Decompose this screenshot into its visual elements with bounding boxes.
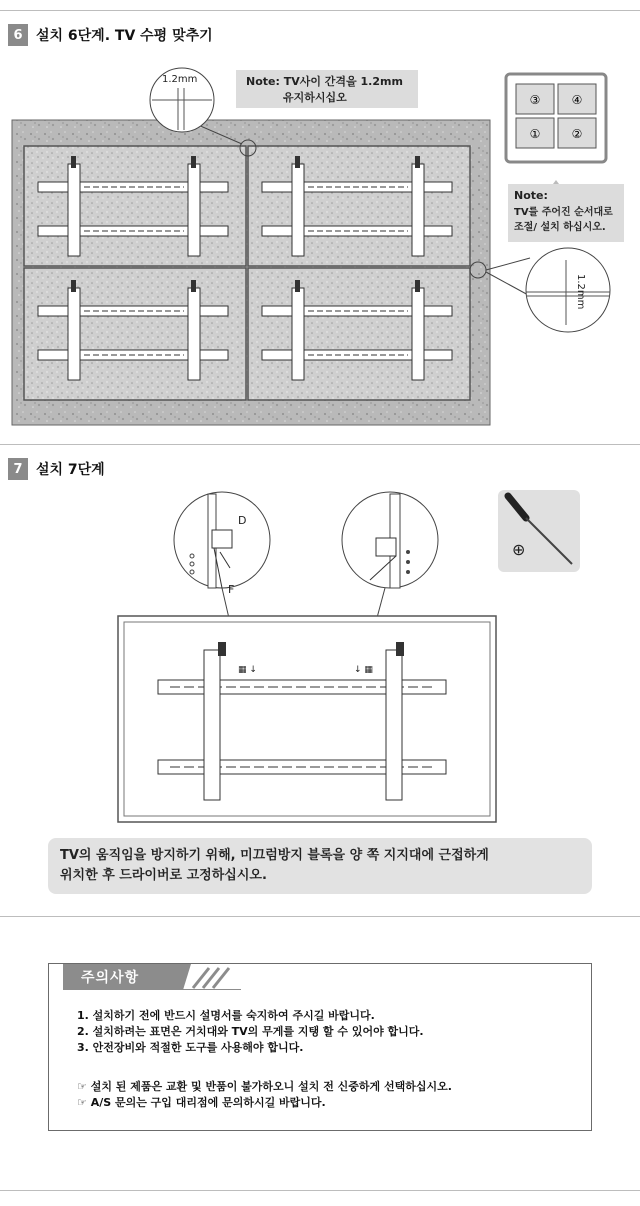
label-f: F <box>228 583 235 596</box>
section-divider-1 <box>0 444 640 445</box>
svg-text:▦ ↓: ▦ ↓ <box>238 665 257 675</box>
phillips-symbol: ⊕ <box>512 540 526 559</box>
caution-item-1: 1. 설치하기 전에 반드시 설명서를 숙지하여 주시길 바랍니다. <box>77 1009 375 1022</box>
note-gap-line1: Note: TV사이 간격을 1.2mm <box>246 75 403 88</box>
step7-badge: 7 <box>8 458 28 480</box>
step7-header <box>8 458 105 480</box>
note-gap-line2: 유지하시십오 <box>283 91 347 104</box>
step6-illustration <box>0 60 640 440</box>
step6-title: 설치 6단계. TV 수평 맞추기 <box>36 28 213 44</box>
order-label-1: ① <box>529 127 541 141</box>
section-divider-2 <box>0 916 640 917</box>
order-label-3: ③ <box>529 93 541 107</box>
caution-item-2: 2. 설치하려는 표면은 거치대와 TV의 무게를 지탱 할 수 있어야 합니다. <box>77 1025 424 1038</box>
label-d: D <box>238 514 247 527</box>
instruction-line1: TV의 움직임을 방지하기 위해, 미끄럼방지 블록을 양 쪽 지지대에 근접하게 <box>60 848 489 863</box>
step7-illustration <box>0 480 640 830</box>
gap-label-side: 1.2mm <box>575 274 586 310</box>
instruction-text <box>60 846 489 886</box>
note-order-title: Note: <box>514 189 548 202</box>
order-label-4: ④ <box>571 93 583 107</box>
caution-box <box>48 963 592 1131</box>
top-divider <box>0 10 640 11</box>
caution-notes <box>77 1079 452 1111</box>
note-order-line1: TV를 주어진 순서대로 <box>514 207 613 218</box>
caution-note-2: ☞ A/S 문의는 구입 대리점에 문의하시길 바랍니다. <box>77 1096 326 1109</box>
note-order-line2: 조절/ 설치 하십시오. <box>514 222 606 233</box>
svg-text:↓ ▦: ↓ ▦ <box>354 665 373 675</box>
gap-label-top: 1.2mm <box>162 74 198 85</box>
caution-title: 주의사항 <box>81 970 140 986</box>
bottom-divider <box>0 1190 640 1191</box>
instruction-box <box>48 838 592 894</box>
step6-header <box>8 24 213 46</box>
order-label-2: ② <box>571 127 583 141</box>
caution-note-1: ☞ 설치 된 제품은 교환 및 반품이 불가하오니 설치 전 신중하게 선택하십시오. <box>77 1080 452 1093</box>
caution-list <box>77 1008 424 1056</box>
instruction-line2: 위치한 후 드라이버로 고정하십시오. <box>60 868 267 883</box>
step7-title: 설치 7단계 <box>36 462 105 478</box>
caution-item-3: 3. 안전장비와 적절한 도구를 사용해야 합니다. <box>77 1041 304 1054</box>
step6-badge: 6 <box>8 24 28 46</box>
